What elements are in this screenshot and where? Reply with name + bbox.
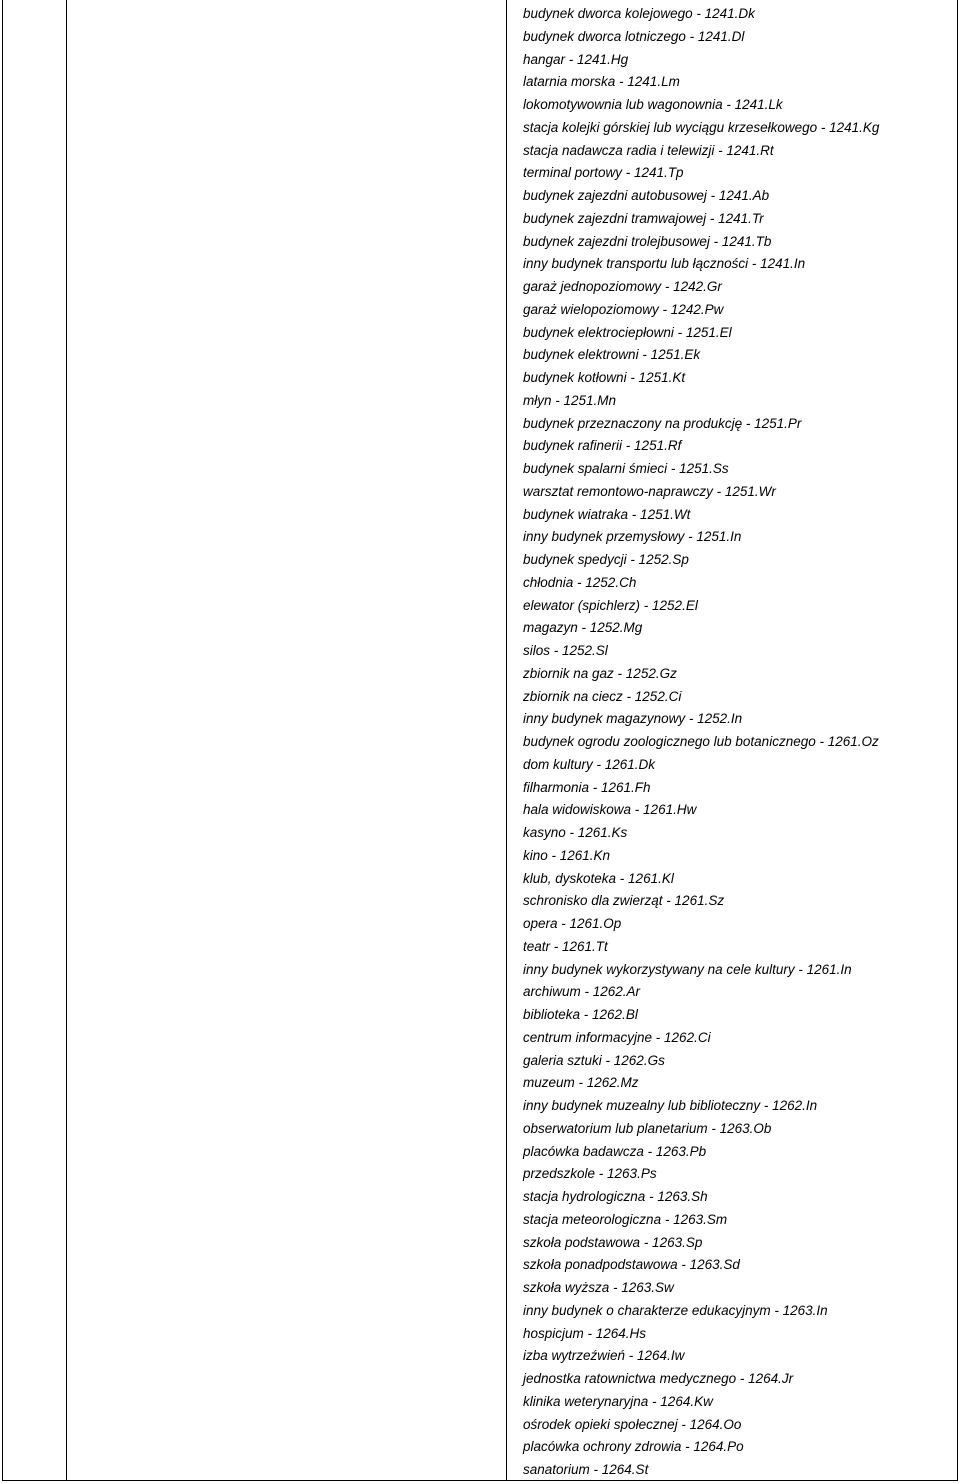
list-item: budynek zajezdni autobusowej - 1241.Ab (523, 188, 770, 203)
list-item: opera - 1261.Op (523, 916, 622, 931)
list-item: budynek spedycji - 1252.Sp (523, 552, 689, 567)
list-item: stacja hydrologiczna - 1263.Sh (523, 1189, 708, 1204)
list-item: budynek elektrociepłowni - 1251.El (523, 324, 732, 340)
list-item: inny budynek przemysłowy - 1251.In (523, 529, 742, 545)
list-item: obserwatorium lub planetarium - 1263.Ob (523, 1120, 772, 1136)
list-item: budynek spalarni śmieci - 1251.Ss (523, 461, 729, 476)
list-item: stacja kolejki górskiej lub wyciągu krzesełkowego - 1241.Kg (523, 119, 880, 135)
document-table (2, 0, 958, 1481)
list-item: szkoła ponadpodstawowa - 1263.Sd (523, 1257, 740, 1273)
list-item: budynek dworca lotniczego - 1241.Dl (523, 28, 745, 44)
list-item: centrum informacyjne - 1262.Ci (523, 1029, 711, 1045)
list-item: muzeum - 1262.Mz (523, 1075, 639, 1091)
list-item: inny budynek transportu lub łączności - 1241.In (523, 256, 806, 272)
list-item: placówka badawcza - 1263.Pb (523, 1143, 707, 1159)
list-item: budynek rafinerii - 1251.Rf (523, 438, 682, 454)
list-item: budynek dworca kolejowego - 1241.Dk (523, 6, 755, 21)
list-item: stacja nadawcza radia i telewizji - 1241.Rt (523, 142, 774, 158)
list-item: warsztat remontowo-naprawczy - 1251.Wr (523, 483, 776, 499)
list-item: szkoła podstawowa - 1263.Sp (523, 1234, 703, 1250)
list-item: sanatorium - 1264.St (523, 1462, 649, 1477)
list-item: hangar - 1241.Hg (523, 51, 629, 67)
list-item: zbiornik na ciecz - 1252.Ci (523, 688, 682, 704)
list-item: biblioteka - 1262.Bl (523, 1007, 638, 1022)
list-item: silos - 1252.Sl (523, 643, 608, 658)
list-item: stacja meteorologiczna - 1263.Sm (523, 1211, 728, 1227)
list-item: przedszkole - 1263.Ps (523, 1166, 657, 1182)
list-item: szkoła wyższa - 1263.Sw (523, 1280, 674, 1295)
list-item: budynek kotłowni - 1251.Kt (523, 370, 686, 385)
list-item: klub, dyskoteka - 1261.Kl (523, 870, 674, 886)
list-item: schronisko dla zwierząt - 1261.Sz (523, 893, 725, 909)
list-item: klinika weterynaryjna - 1264.Kw (523, 1393, 713, 1409)
list-item: ośrodek opieki społecznej - 1264.Oo (523, 1416, 742, 1432)
list-item: budynek zajezdni tramwajowej - 1241.Tr (523, 210, 764, 226)
list-item: terminal portowy - 1241.Tp (523, 165, 684, 181)
list-item: inny budynek magazynowy - 1252.In (523, 711, 743, 727)
list-item: budynek ogrodu zoologicznego lub botanicznego - 1261.Oz (523, 734, 879, 749)
list-item: inny budynek o charakterze edukacyjnym - 1263.In (523, 1302, 828, 1318)
list-item: budynek wiatraka - 1251.Wt (523, 506, 691, 522)
list-item: teatr - 1261.Tt (523, 938, 608, 954)
list-item: młyn - 1251.Mn (523, 392, 617, 408)
list-item: inny budynek muzealny lub biblioteczny - 1262.In (523, 1098, 818, 1113)
list-item: kasyno - 1261.Ks (523, 825, 628, 840)
list-item: latarnia morska - 1241.Lm (523, 74, 680, 90)
list-item: budynek elektrowni - 1251.Ek (523, 347, 701, 363)
list-item: lokomotywownia lub wagonownia - 1241.Lk (523, 97, 783, 112)
list-item: magazyn - 1252.Mg (523, 620, 643, 636)
list-item: elewator (spichlerz) - 1252.El (523, 597, 698, 613)
table-column-2 (67, 0, 507, 1480)
list-item: inny budynek wykorzystywany na cele kultury - 1261.In (523, 961, 852, 977)
list-item: zbiornik na gaz - 1252.Gz (523, 665, 677, 681)
list-item: filharmonia - 1261.Fh (523, 779, 651, 795)
list-item: placówka ochrony zdrowia - 1264.Po (523, 1439, 744, 1455)
list-item: budynek zajezdni trolejbusowej - 1241.Tb (523, 233, 772, 249)
list-item: izba wytrzeźwień - 1264.Iw (523, 1348, 685, 1364)
building-type-list (507, 0, 957, 1480)
list-item: dom kultury - 1261.Dk (523, 756, 656, 772)
list-item: chłodnia - 1252.Ch (523, 574, 637, 590)
list-item: archiwum - 1262.Ar (523, 984, 641, 1000)
list-item: kino - 1261.Kn (523, 847, 611, 863)
list-item: hospicjum - 1264.Hs (523, 1325, 647, 1341)
list-item: garaż wielopoziomowy - 1242.Pw (523, 301, 724, 317)
list-item: galeria sztuki - 1262.Gs (523, 1052, 665, 1068)
table-column-1 (3, 0, 67, 1480)
list-item: budynek przeznaczony na produkcję - 1251.Pr (523, 415, 802, 431)
list-item: garaż jednopoziomowy - 1242.Gr (523, 279, 722, 294)
list-item: jednostka ratownictwa medycznego - 1264.Jr (523, 1371, 794, 1386)
list-item: hala widowiskowa - 1261.Hw (523, 802, 697, 818)
